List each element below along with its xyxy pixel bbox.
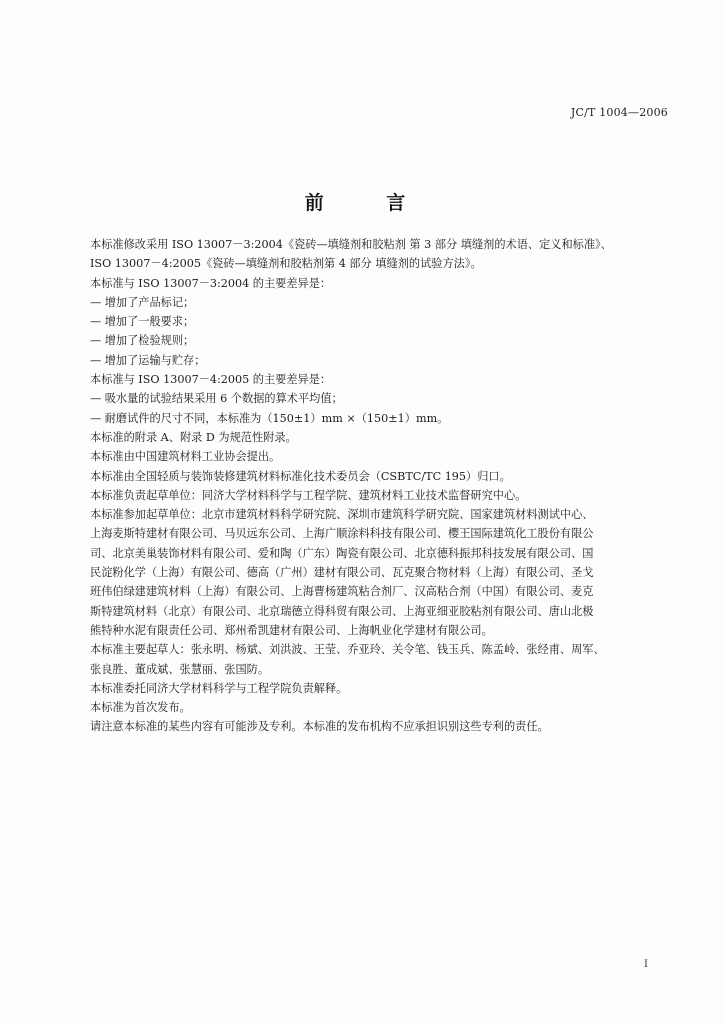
text-line: 请注意本标准的某些内容有可能涉及专利。本标准的发布机构不应承担识别这些专利的责任。 bbox=[90, 720, 549, 734]
text-line: 本标准负责起草单位：同济大学材料科学与工程学院、建筑材料工业技术监督研究中心。 bbox=[90, 488, 527, 502]
standard-code: JC/T 1004—2006 bbox=[570, 106, 668, 119]
text-line: 本标准与 ISO 13007－3:2004 的主要差异是： bbox=[90, 276, 332, 290]
list-item: — 增加了一般要求； bbox=[90, 315, 195, 329]
page-number: I bbox=[644, 959, 648, 970]
text-line: 本标准为首次发布。 bbox=[90, 701, 191, 715]
foreword-body bbox=[90, 235, 674, 737]
text-line: 民淀粉化学（上海）有限公司、德高（广州）建材有限公司、瓦克聚合物材料（上海）有限公司、圣戈 bbox=[90, 566, 594, 580]
list-item: — 增加了产品标记； bbox=[90, 295, 195, 309]
list-item: — 增加了检验规则； bbox=[90, 334, 195, 348]
text-line: 本标准主要起草人：张永明、杨斌、刘洪波、王莹、乔亚玲、关令笔、钱玉兵、陈孟岭、张经甫、周军、 bbox=[90, 643, 605, 657]
text-line: 本标准的附录 A、附录 D 为规范性附录。 bbox=[90, 430, 297, 444]
list-item: — 增加了运输与贮存； bbox=[90, 353, 206, 367]
list-item: — 吸水量的试验结果采用 6 个数据的算术平均值； bbox=[90, 392, 343, 406]
list-item: — 耐磨试件的尺寸不同，本标准为（150±1）mm ×（150±1）mm。 bbox=[90, 411, 449, 425]
text-line: 本标准由中国建筑材料工业协会提出。 bbox=[90, 450, 281, 464]
page-title: 前 言 bbox=[304, 192, 434, 214]
text-line: 班伟伯绿建建筑材料（上海）有限公司、上海曹杨建筑粘合剂厂、汉高粘合剂（中国）有限公司、麦克 bbox=[90, 585, 594, 599]
text-line: 本标准由全国轻质与装饰装修建筑材料标准化技术委员会（CSBTC/TC 195）归口。 bbox=[90, 469, 511, 483]
text-line: 张良胜、董成斌、张慧丽、张国防。 bbox=[90, 662, 270, 676]
text-line: 本标准参加起草单位：北京市建筑材料科学研究院、深圳市建筑科学研究院、国家建筑材料测试中心、 bbox=[90, 508, 594, 522]
text-line: 本标准与 ISO 13007－4:2005 的主要差异是： bbox=[90, 373, 332, 387]
text-line: ISO 13007－4:2005《瓷砖—填缝剂和胶粘剂第 4 部分 填缝剂的试验方法》。 bbox=[90, 257, 482, 271]
text-line: 上海麦斯特建材有限公司、马贝远东公司、上海广顺涂料科技有限公司、樱王国际建筑化工股份有限公 bbox=[90, 527, 594, 541]
text-line: 本标准修改采用 ISO 13007－3:2004《瓷砖—填缝剂和胶粘剂 第 3 部分 填缝剂的术语、定义和标准》、 bbox=[90, 238, 612, 251]
text-line: 司、北京美巢装饰材料有限公司、爱和陶（广东）陶瓷有限公司、北京德科振邦科技发展有限公司、国 bbox=[90, 546, 594, 560]
text-line: 熊特种水泥有限责任公司、郑州希凯建材有限公司、上海帆业化学建材有限公司。 bbox=[90, 623, 493, 637]
text-line: 本标准委托同济大学材料科学与工程学院负责解释。 bbox=[90, 681, 348, 695]
text-line: 斯特建筑材料（北京）有限公司、北京瑞德立得科贸有限公司、上海亚细亚胶粘剂有限公司、唐山北极 bbox=[90, 604, 594, 618]
